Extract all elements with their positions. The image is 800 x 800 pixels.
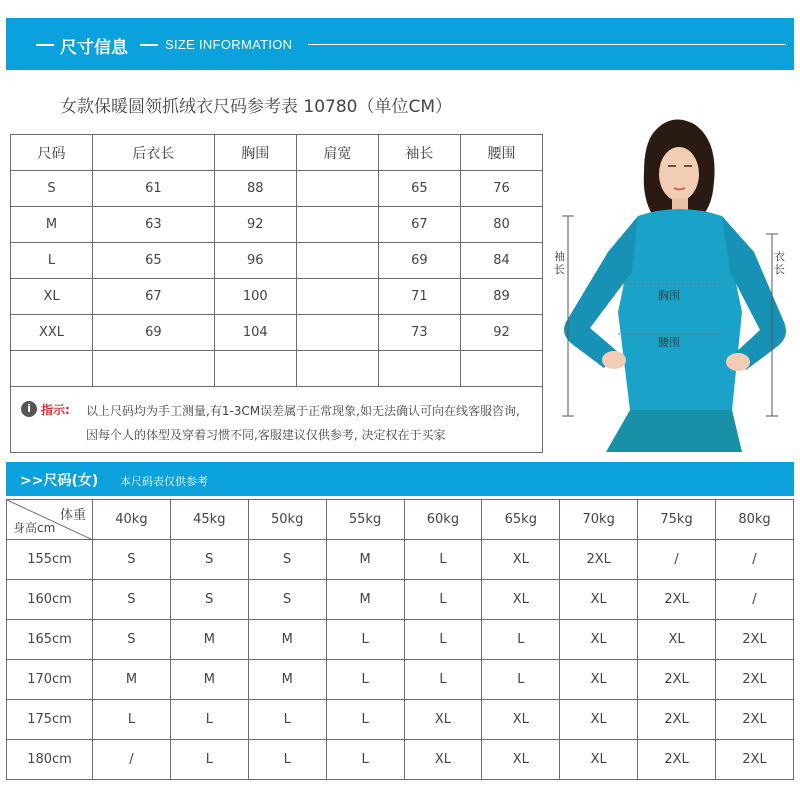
size-cell: 92 <box>214 207 296 243</box>
size-recommend-cell: L <box>326 620 404 660</box>
size-cell: 67 <box>93 279 215 315</box>
model-illustration <box>546 112 796 452</box>
size-recommend-cell: S <box>170 580 248 620</box>
weight-header-cell: 55kg <box>326 500 404 540</box>
note-line-1: 以上尺码均为手工测量,有1-3CM误差属于正常现象,如无法确认可向在线客服咨询, <box>86 404 520 418</box>
size-recommend-cell: XL <box>638 620 716 660</box>
size-recommend-cell: L <box>404 540 482 580</box>
size-cell <box>296 279 378 315</box>
size-recommend-cell: M <box>170 620 248 660</box>
sleeve-label: 袖长 <box>554 250 565 276</box>
size-recommend-cell: L <box>326 740 404 780</box>
size-cell: 89 <box>460 279 542 315</box>
size-cell: 61 <box>93 171 215 207</box>
corner-weight: 体重 <box>59 508 86 523</box>
size-cell: 65 <box>93 243 215 279</box>
size-recommend-cell: XL <box>560 660 638 700</box>
size-recommend-cell: XL <box>482 700 560 740</box>
size-recommend-cell: S <box>93 620 171 660</box>
size-recommend-cell: L <box>170 740 248 780</box>
table-row <box>11 315 543 351</box>
info-icon: i <box>21 401 37 417</box>
table-row <box>7 700 794 740</box>
size-recommend-cell: XL <box>560 580 638 620</box>
size-recommend-cell: L <box>170 700 248 740</box>
table-row <box>11 351 543 387</box>
size-recommend-cell: M <box>248 620 326 660</box>
size-recommend-cell: S <box>248 540 326 580</box>
weight-header-cell: 70kg <box>560 500 638 540</box>
size-cell <box>296 315 378 351</box>
size-cell: 69 <box>378 243 460 279</box>
size-recommend-cell: S <box>248 580 326 620</box>
size-cell <box>296 207 378 243</box>
size-cell: 67 <box>378 207 460 243</box>
size-recommend-cell: 2XL <box>716 620 794 660</box>
shirt-body <box>618 209 742 410</box>
height-cell: 175cm <box>7 700 93 740</box>
size-cell: 96 <box>214 243 296 279</box>
header-title-en: SIZE INFORMATION <box>165 37 293 52</box>
table-row <box>7 620 794 660</box>
size-recommend-cell: L <box>404 660 482 700</box>
table-row <box>11 171 543 207</box>
size-cell <box>214 351 296 387</box>
recommend-title: >>尺码(女) <box>20 473 99 489</box>
weight-header-cell: 45kg <box>170 500 248 540</box>
size-cell: L <box>11 243 93 279</box>
table-row <box>7 660 794 700</box>
header-rule <box>308 44 786 45</box>
weight-header-cell: 65kg <box>482 500 560 540</box>
size-table <box>10 134 543 387</box>
header-dash-left <box>36 44 54 46</box>
size-header-cell: 尺码 <box>11 135 93 171</box>
size-recommend-cell: M <box>170 660 248 700</box>
weight-header-cell: 50kg <box>248 500 326 540</box>
size-cell <box>296 351 378 387</box>
size-recommend-cell: L <box>404 620 482 660</box>
size-cell: 65 <box>378 171 460 207</box>
size-recommend-cell: S <box>93 540 171 580</box>
size-recommend-cell: L <box>326 660 404 700</box>
size-chart-title: 女款保暖圆领抓绒衣尺码参考表 10780（单位CM） <box>60 97 453 117</box>
size-cell: 80 <box>460 207 542 243</box>
weight-header-cell: 60kg <box>404 500 482 540</box>
height-cell: 170cm <box>7 660 93 700</box>
size-info-header <box>6 18 794 70</box>
weight-header-cell: 40kg <box>93 500 171 540</box>
size-recommend-cell: L <box>248 700 326 740</box>
height-cell: 165cm <box>7 620 93 660</box>
size-cell <box>296 171 378 207</box>
header-dash-right <box>140 44 158 46</box>
size-cell: 84 <box>460 243 542 279</box>
corner-height: 身高cm <box>13 521 56 535</box>
size-header-cell: 肩宽 <box>296 135 378 171</box>
model-figure <box>546 112 796 452</box>
note-label: 指示: <box>41 403 70 417</box>
size-cell: S <box>11 171 93 207</box>
chest-label: 胸围 <box>658 289 680 302</box>
size-recommend-cell: L <box>93 700 171 740</box>
size-recommend-cell: S <box>93 580 171 620</box>
size-cell <box>460 351 542 387</box>
size-cell: 92 <box>460 315 542 351</box>
table-corner <box>7 500 93 540</box>
size-recommend-cell: 2XL <box>638 740 716 780</box>
size-recommend-cell: 2XL <box>716 700 794 740</box>
size-cell: 88 <box>214 171 296 207</box>
size-recommend-cell: 2XL <box>716 740 794 780</box>
length-label: 衣长 <box>774 250 785 276</box>
height-cell: 160cm <box>7 580 93 620</box>
header-title-cn: 尺寸信息 <box>60 38 128 58</box>
size-cell <box>93 351 215 387</box>
size-cell: 71 <box>378 279 460 315</box>
size-header-cell: 袖长 <box>378 135 460 171</box>
size-recommend-cell: 2XL <box>638 580 716 620</box>
table-row <box>11 207 543 243</box>
size-recommend-cell: 2XL <box>716 660 794 700</box>
size-header-cell: 腰围 <box>460 135 542 171</box>
note-line-2: 因每个人的体型及穿着习惯不同,客服建议仅供参考, 决定权在于买家 <box>86 428 446 442</box>
table-row <box>11 279 543 315</box>
height-cell: 155cm <box>7 540 93 580</box>
recommend-subtitle: 本尺码表仅供参考 <box>120 475 208 488</box>
size-cell: XXL <box>11 315 93 351</box>
size-recommend-cell: XL <box>482 540 560 580</box>
size-recommend-cell: / <box>638 540 716 580</box>
size-cell <box>378 351 460 387</box>
size-note <box>10 387 543 453</box>
size-recommend-cell: XL <box>404 740 482 780</box>
size-recommend-cell: 2XL <box>560 540 638 580</box>
size-cell: XL <box>11 279 93 315</box>
size-recommend-cell: / <box>716 540 794 580</box>
size-recommend-cell: XL <box>560 700 638 740</box>
size-recommend-cell: XL <box>560 620 638 660</box>
size-recommend-cell: S <box>170 540 248 580</box>
weight-header-cell: 75kg <box>638 500 716 540</box>
size-recommend-cell: L <box>248 740 326 780</box>
table-row <box>7 740 794 780</box>
size-recommend-cell: 2XL <box>638 660 716 700</box>
size-recommend-cell: L <box>482 620 560 660</box>
size-recommend-cell: M <box>93 660 171 700</box>
size-cell: 63 <box>93 207 215 243</box>
size-cell: 73 <box>378 315 460 351</box>
recommend-table <box>6 499 794 780</box>
table-row <box>7 580 794 620</box>
size-recommend-cell: XL <box>482 740 560 780</box>
weight-header-cell: 80kg <box>716 500 794 540</box>
size-cell: M <box>11 207 93 243</box>
size-recommend-cell: XL <box>404 700 482 740</box>
size-recommend-cell: L <box>482 660 560 700</box>
size-recommend-cell: M <box>326 540 404 580</box>
size-recommend-cell: M <box>248 660 326 700</box>
height-cell: 180cm <box>7 740 93 780</box>
size-recommend-cell: / <box>716 580 794 620</box>
size-cell: 104 <box>214 315 296 351</box>
size-cell: 100 <box>214 279 296 315</box>
size-recommend-cell: / <box>93 740 171 780</box>
size-header-cell: 胸围 <box>214 135 296 171</box>
size-cell <box>296 243 378 279</box>
size-recommend-cell: XL <box>560 740 638 780</box>
table-row <box>7 540 794 580</box>
size-cell <box>11 351 93 387</box>
size-header-cell: 后衣长 <box>93 135 215 171</box>
size-table-header <box>11 135 543 171</box>
size-recommend-cell: L <box>326 700 404 740</box>
recommend-header <box>6 462 794 496</box>
size-recommend-cell: 2XL <box>638 700 716 740</box>
size-cell: 76 <box>460 171 542 207</box>
waist-label: 腰围 <box>658 336 680 349</box>
size-recommend-cell: L <box>404 580 482 620</box>
size-recommend-cell: M <box>326 580 404 620</box>
table-row <box>11 243 543 279</box>
size-cell: 69 <box>93 315 215 351</box>
size-recommend-cell: XL <box>482 580 560 620</box>
